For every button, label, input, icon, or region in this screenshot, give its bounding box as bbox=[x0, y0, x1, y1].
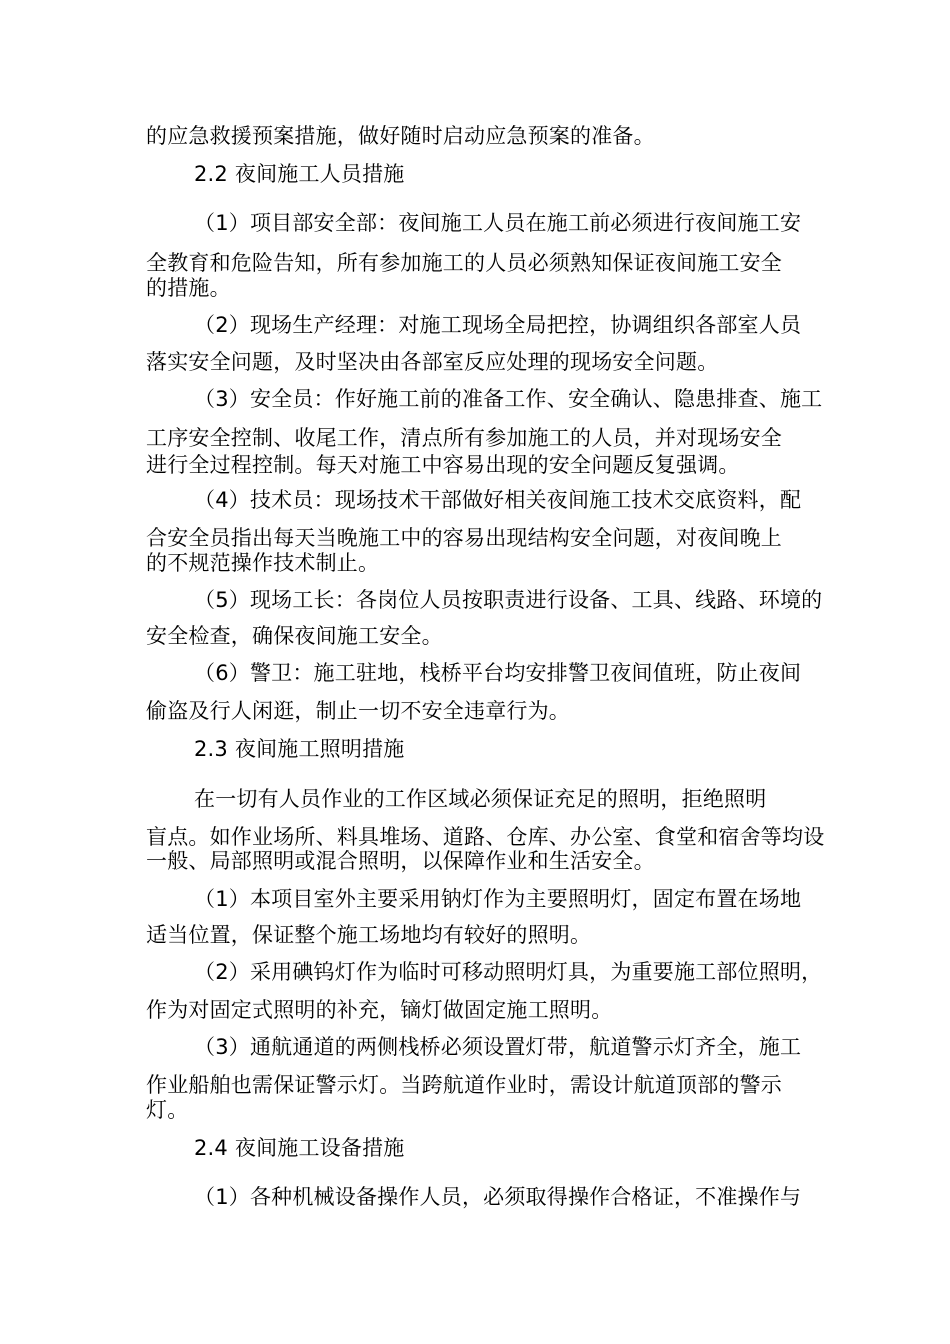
text-line: 作业船舶也需保证警示灯。当跨航道作业时，需设计航道顶部的警示 bbox=[146, 1073, 782, 1097]
text-line: 一般、局部照明或混合照明，以保障作业和生活安全。 bbox=[146, 849, 655, 873]
section-heading: 2.2 夜间施工人员措施 bbox=[194, 162, 405, 186]
text-line: 的不规范操作技术制止。 bbox=[146, 551, 380, 575]
text-line: （3）通航通道的两侧栈桥必须设置灯带，航道警示灯齐全，施工 bbox=[194, 1035, 802, 1059]
text-line: 合安全员指出每天当晚施工中的容易出现结构安全问题，对夜间晚上 bbox=[146, 526, 782, 550]
text-line: 安全检查，确保夜间施工安全。 bbox=[146, 624, 443, 648]
text-line: 的措施。 bbox=[146, 276, 231, 300]
section-heading: 2.3 夜间施工照明措施 bbox=[194, 737, 405, 761]
text-line: （3）安全员：作好施工前的准备工作、安全确认、隐患排查、施工 bbox=[194, 387, 823, 411]
text-line: （2）现场生产经理：对施工现场全局把控，协调组织各部室人员 bbox=[194, 313, 802, 337]
text-line: 在一切有人员作业的工作区域必须保证充足的照明，拒绝照明 bbox=[194, 787, 767, 811]
text-line: 作为对固定式照明的补充，镝灯做固定施工照明。 bbox=[146, 998, 613, 1022]
text-line: 的应急救援预案措施，做好随时启动应急预案的准备。 bbox=[146, 124, 655, 148]
text-line: （1）项目部安全部：夜间施工人员在施工前必须进行夜间施工安 bbox=[194, 211, 802, 235]
text-line: 适当位置，保证整个施工场地均有较好的照明。 bbox=[146, 923, 592, 947]
text-line: 落实安全问题，及时坚决由各部室反应处理的现场安全问题。 bbox=[146, 350, 719, 374]
text-line: （1）各种机械设备操作人员，必须取得操作合格证，不准操作与 bbox=[194, 1185, 802, 1209]
text-line: 偷盗及行人闲逛，制止一切不安全违章行为。 bbox=[146, 699, 570, 723]
text-line: 灯。 bbox=[146, 1098, 189, 1122]
text-line: （2）采用碘钨灯作为临时可移动照明灯具，为重要施工部位照明， bbox=[194, 960, 823, 984]
text-line: （6）警卫：施工驻地，栈桥平台均安排警卫夜间值班，防止夜间 bbox=[194, 661, 802, 685]
text-line: 工序安全控制、收尾工作，清点所有参加施工的人员，并对现场安全 bbox=[146, 426, 782, 450]
text-line: （4）技术员：现场技术干部做好相关夜间施工技术交底资料，配 bbox=[194, 488, 802, 512]
text-line: 进行全过程控制。每天对施工中容易出现的安全问题反复强调。 bbox=[146, 453, 740, 477]
text-line: （5）现场工长：各岗位人员按职责进行设备、工具、线路、环境的 bbox=[194, 588, 823, 612]
text-line: 全教育和危险告知，所有参加施工的人员必须熟知保证夜间施工安全 bbox=[146, 251, 782, 275]
section-heading: 2.4 夜间施工设备措施 bbox=[194, 1136, 405, 1160]
text-line: （1）本项目室外主要采用钠灯作为主要照明灯，固定布置在场地 bbox=[194, 887, 802, 911]
text-line: 盲点。如作业场所、料具堆场、道路、仓库、办公室、食堂和宿舍等均设 bbox=[146, 825, 825, 849]
